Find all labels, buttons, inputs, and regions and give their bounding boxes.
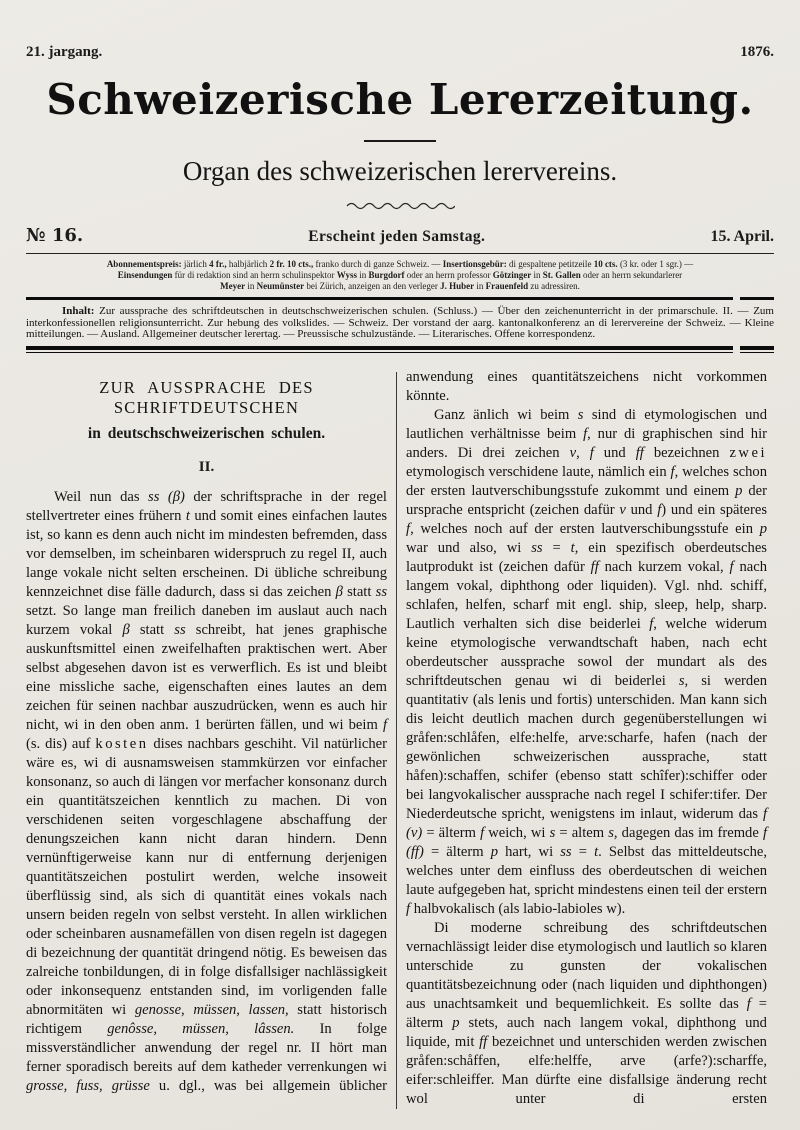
- left-column: [26, 368, 387, 1109]
- article-section-number: II.: [198, 459, 215, 476]
- impressum-line: Meyer in Neumünster bei Zürich, anzeigen an den verleger J. Huber in Frauenfeld zu adressiren.: [220, 281, 580, 291]
- wavy-divider: [345, 201, 455, 211]
- issue-date: 15. April.: [710, 228, 774, 245]
- impressum-block: [26, 259, 774, 292]
- column-divider: [396, 372, 397, 1109]
- article-title-line2: in deutschschweizerischen schulen.: [87, 425, 326, 443]
- masthead-topline: [26, 44, 774, 61]
- newspaper-subtitle: Organ des schweizerischen lerervereins.: [182, 156, 618, 186]
- thin-divider: [26, 253, 774, 254]
- divider-segment: [740, 346, 774, 350]
- double-divider: [26, 346, 774, 353]
- article-paragraph: anwendung eines quantitätszeichens nicht vorkommen könnte.: [406, 369, 767, 405]
- article-title-line1: ZUR AUSSPRACHE DES SCHRIFTDEUTSCHEN: [99, 378, 314, 418]
- divider-segment: [26, 346, 733, 350]
- divider-segment: [740, 352, 774, 353]
- article-paragraph: Di moderne schreibung des schriftdeutschen vernachlässigt leider dise etymologisch und lautlich so klaren unterschide zu gunsten der vokalischen quantitätsbezeichnung oder (nach liquiden und diphthongen) aus unachtsamkeit und bequemlichkeit. Es sollte das f = älterm p stets, auch nach langem vokal, diphthong und liquide, mit ff bezeichnet und unterschiden werden zwischen gråfen:schåffen, elfe:helffe, arve (arfe?):scharffe, eifer:schleiffer. Man dürfte eine disfallsige änderung recht wol unter di ersten: [406, 920, 767, 1108]
- thick-divider: [26, 297, 774, 300]
- article-paragraph: Ganz änlich wi beim s sind di etymologischen und lautlichen verhältnisse beim f, nur di graphischen sind hir anders. Di drei zeichen v, f und ff bezeichnen zwei etymologisch verschidene laute, nämlich ein f, welches schon der ersten lautverschibungsstufe zukommt und einem p der ursprache entspricht (zeichen dafür v und f) und ein späteres f, welches noch auf der ersten lautverschibungsstufe ein p war und also, wi ss = t, ein spezifisch oberdeutsches lautprodukt ist (zeichen dafür ff nach kurzem vokal, f nach langem vokal, diphthong oder liquiden). Vgl. nhd. schiff, schlafen, helfen, scharf mit engl. ship, sleep, help, sharp. Lautlich verhalten sich dise beiderlei f, welche widerum keine etymologische verwandtschaft haben, nach echt oberdeutscher aussprache sowol der mundart als des schriftdeutschen genau wi di beiderlei s, si werden quantitativ (als lenis und fortis) unterschiden. Man kann sich dis leicht deutlich machen durch gegenüberstellungen wi gråfen:schlåfen, elfe:helfe, arve:scharfe, hafen (nach der gewönlichen schweizerischen aussprache, statt håfen):schaffen, schifer (ebenso statt schîfer):schiffer oder bei langvokalischer aussprache nach regel I schifer:tifer. Der Niederdeutsche spricht, wenigstens im inlaut, widerum das f (v) = älterm f weich, wi s = altem s, dagegen das im fremde f (ff) = älterm p hart, wi ss = t. Selbst das mitteldeutsche, welches unter dem einfluss des oberdeutschen di weichen laute aufgegeben hat, spricht mindestens einen teil der erstern f halbvokalisch (als labio-labioles w).: [406, 407, 768, 918]
- impressum-line: Einsendungen für di redaktion sind an herrn schulinspektor Wyss in Burgdorf oder an herrn professor Götzinger in St. Gallen oder an herrn sekundarlerer: [117, 270, 683, 280]
- divider-row: [26, 346, 774, 350]
- impressum-line: Abonnementspreis: järlich 4 fr., halbjärlich 2 fr. 10 cts., franko durch di ganze Schweiz. — Insertionsgebür: di gespaltene petitzeile 10 cts. (3 kr. oder 1 sgr.) —: [106, 259, 694, 269]
- divider-segment: [26, 352, 733, 353]
- frequency-note: Erscheint jeden Samstag.: [308, 228, 486, 245]
- issue-line: [26, 225, 774, 246]
- issue-number: № 16.: [26, 225, 84, 246]
- year-label: 1876.: [740, 44, 774, 60]
- title-divider: [364, 140, 436, 142]
- divider-segment: [740, 297, 774, 300]
- divider-row: [26, 352, 774, 353]
- divider-segment: [26, 297, 733, 300]
- right-column: [406, 368, 767, 1109]
- article-columns: [26, 368, 774, 1109]
- newspaper-title: Schweizerische Lererzeitung.: [46, 75, 754, 124]
- article-paragraph: Weil nun das ss (β) der schriftsprache in der regel stellvertreter eines frühern t und somit eines einfachen lautes ist, so kann es denn auch nicht im mindesten befremden, dass vor demselben, im scheinbaren widerspruch zu regel II, auch lange vokale nicht selten erscheinen. Di übliche schreibung kennzeichnet dise fälle dadurch, dass si das zeichen β statt ss setzt. So lange man freilich daneben im auslaut auch nach kurzem vokal β statt ss schreibt, hat jenes graphische auskunftsmittel einen zweifelhaften praktischen wert. Aber selbst abgesehen davon ist es verwerflich. Es ist und bleibt eine missliche sache, eigenschaften eines lautes an dem zeichen für seinen nachbar auszudrücken, wenn es auch hir nicht, wi in den oben anm. 1 berürten fällen, und wi beim f (s. dis) auf kosten dises nachbars geschiht. Vil natürlicher wäre es, wi di ausnamsweisen stammkürzen vor einfacher konsonanz, so auch di längen vor merfacher konsonanz durch ein quantitätszeichen kenntlich zu machen. Di von verschidenen seiten vorgeschlagene abschaffung der denungszeichen kann nicht daran hindern. Denn vernünftigerweise kann nur di entfernung derjenigen quantitätszeichen postulirt werden, welche insoweit überflüssig sind, als sich di quantität eines vokals nach unsern beiden regeln von selbst versteht. In allen wirklichen oder scheinbaren ausnamefällen von disen regeln ist dagegen di bezeichnung der quantität dringend nötig. Es beweisen das zalreiche tonbildungen, di in folge disfallsiger nachlässigkeit oder inkonsequenz entstanden sind, im vorligenden falle abnormitäten wi genosse, müssen, lassen, statt historisch richtigem genôsse, müssen, lâssen. In folge missverständlicher anwendung der regel nr. II hört man ferner sporadisch bereits auf dem katheder verrenkungen wi grosse, fuss, grüsse u. dgl., was bei allgemein üblicher: [26, 489, 388, 1095]
- volume-label: 21. jargang.: [26, 44, 103, 60]
- table-of-contents: Inhalt: Zur aussprache des schriftdeutschen in deutschschweizerischen schulen. (Schluss.) — Über den zeichenunterricht in der primarschule. II. — Zum interkonfessionellen religionsunterricht. Zur hebung des volkslides. — Schweiz. Der vorstand der aarg. kantonalkonferenz an di lerervereine der Schweiz. — Kleine mitteilungen. — Ausland. Allgemeiner deutscher lerertag. — Preussische schulzustände. — Literarisches. Offene korrespondenz.: [26, 305, 774, 341]
